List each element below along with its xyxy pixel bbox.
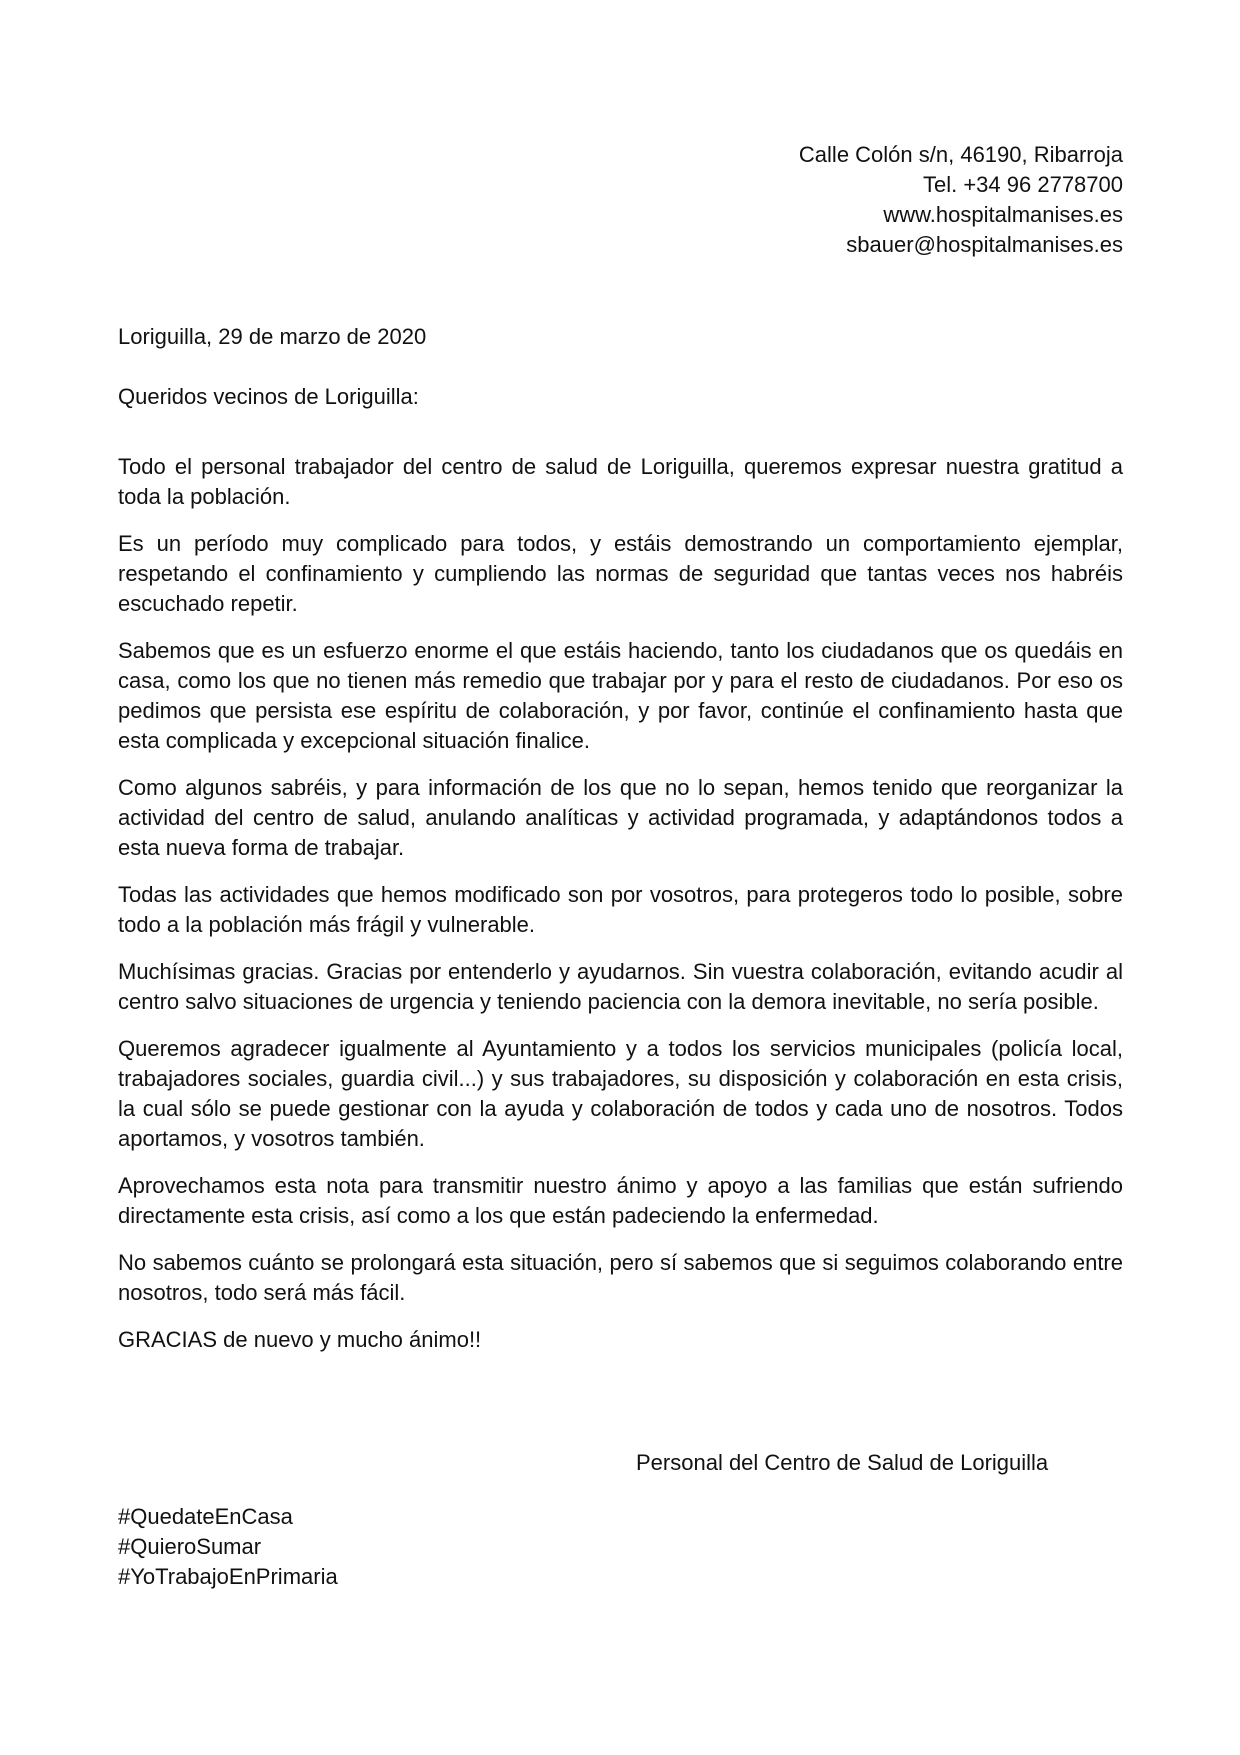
body-paragraph: Muchísimas gracias. Gracias por entenderlo y ayudarnos. Sin vuestra colaboración, evitando acudir al centro salvo situaciones de urgencia y teniendo paciencia con la demora inevitable, no sería posible. [118, 959, 1123, 1014]
sender-address-block [799, 140, 1123, 260]
letter-body [118, 322, 1123, 1355]
letter-greeting: Queridos vecinos de Loriguilla: [118, 384, 419, 409]
body-paragraph: No sabemos cuánto se prolongará esta situación, pero sí sabemos que si seguimos colaborando entre nosotros, todo será más fácil. [118, 1250, 1123, 1305]
body-paragraph: Todas las actividades que hemos modificado son por vosotros, para protegeros todo lo posible, sobre todo a la población más frágil y vulnerable. [118, 882, 1123, 937]
address-street: Calle Colón s/n, 46190, Ribarroja [798, 142, 1123, 167]
hashtag-item: #YoTrabajoEnPrimaria [118, 1564, 338, 1589]
hashtag-item: #QuedateEnCasa [118, 1504, 293, 1529]
hashtag-list [118, 1502, 338, 1592]
address-website: www.hospitalmanises.es [883, 202, 1123, 227]
body-paragraph: Es un período muy complicado para todos, y estáis demostrando un comportamiento ejemplar, respetando el confinamiento y cumpliendo las normas de seguridad que tantas veces nos habréis escuchado repetir. [118, 531, 1123, 616]
body-paragraph: Aprovechamos esta nota para transmitir nuestro ánimo y apoyo a las familias que están sufriendo directamente esta crisis, así como a los que están padeciendo la enfermedad. [118, 1173, 1123, 1228]
body-paragraph: Todo el personal trabajador del centro de salud de Loriguilla, queremos expresar nuestra gratitud a toda la población. [118, 454, 1123, 509]
letter-signature: Personal del Centro de Salud de Loriguilla [636, 1450, 1049, 1475]
letter-closing: GRACIAS de nuevo y mucho ánimo!! [118, 1327, 482, 1352]
address-email: sbauer@hospitalmanises.es [846, 232, 1123, 257]
letter-date: Loriguilla, 29 de marzo de 2020 [118, 324, 427, 349]
address-phone: Tel. +34 96 2778700 [922, 172, 1123, 197]
body-paragraph: Como algunos sabréis, y para información de los que no lo sepan, hemos tenido que reorganizar la actividad del centro de salud, anulando analíticas y actividad programada, y adaptándonos todos a esta nueva forma de trabajar. [118, 775, 1123, 860]
hashtag-item: #QuieroSumar [118, 1534, 262, 1559]
body-paragraph: Sabemos que es un esfuerzo enorme el que estáis haciendo, tanto los ciudadanos que os quedáis en casa, como los que no tienen más remedio que trabajar por y para el resto de ciudadanos. Por eso os pedimos que persista ese espíritu de colaboración, y por favor, continúe el confinamiento hasta que esta complicada y excepcional situación finalice. [118, 638, 1123, 753]
body-paragraph: Queremos agradecer igualmente al Ayuntamiento y a todos los servicios municipales (policía local, trabajadores sociales, guardia civil...) y sus trabajadores, su disposición y colaboración en esta crisis, la cual sólo se puede gestionar con la ayuda y colaboración de todos y cada uno de nosotros. Todos aportamos, y vosotros también. [118, 1036, 1123, 1151]
